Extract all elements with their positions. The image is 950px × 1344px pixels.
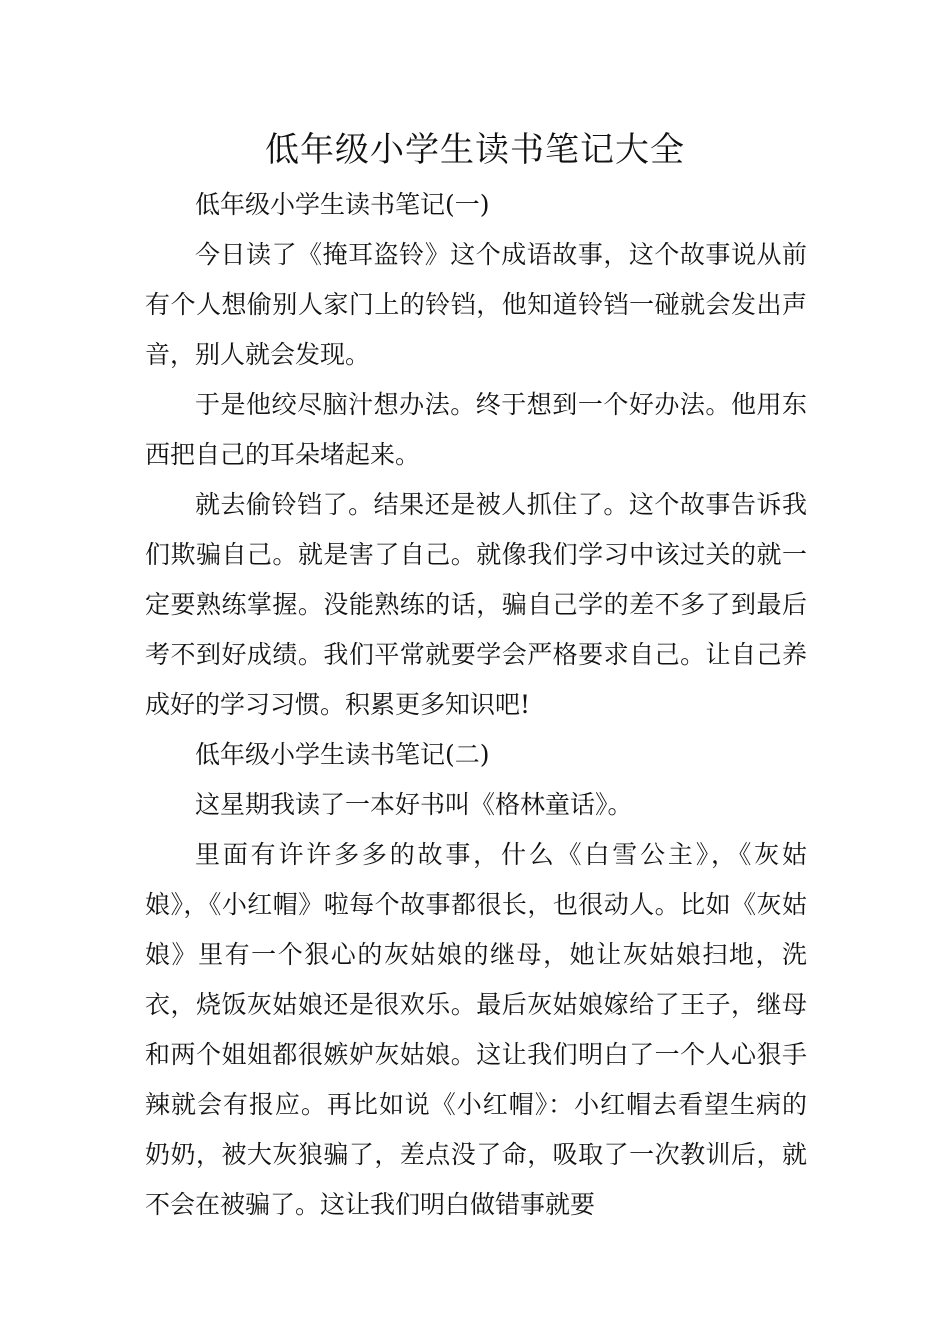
document-body <box>145 180 807 1230</box>
paragraph: 里面有许许多多的故事，什么《白雪公主》，《灰姑娘》，《小红帽》啦每个故事都很长，也很动人。比如《灰姑娘》里有一个狠心的灰姑娘的继母，她让灰姑娘扫地，洗衣，烧饭灰姑娘还是很欢乐。最后灰姑娘嫁给了王子，继母和两个姐姐都很嫉妒灰姑娘。这让我们明白了一个人心狠手辣就会有报应。再比如说《小红帽》：小红帽去看望生病的奶奶，被大灰狼骗了，差点没了命，吸取了一次教训后，就不会在被骗了。这让我们明白做错事就要 <box>145 840 807 1219</box>
page-title: 低年级小学生读书笔记大全 <box>265 130 685 170</box>
paragraph: 于是他绞尽脑汁想办法。终于想到一个好办法。他用东西把自己的耳朵堵起来。 <box>145 390 807 469</box>
paragraph: 今日读了《掩耳盗铃》这个成语故事，这个故事说从前有个人想偷别人家门上的铃铛，他知道铃铛一碰就会发出声音，别人就会发现。 <box>145 240 807 369</box>
paragraph: 就去偷铃铛了。结果还是被人抓住了。这个故事告诉我们欺骗自己。就是害了自己。就像我们学习中该过关的就一定要熟练掌握。没能熟练的话，骗自己学的差不多了到最后考不到好成绩。我们平常就要学会严格要求自己。让自己养成好的学习习惯。积累更多知识吧! <box>145 490 807 719</box>
section-heading-1: 低年级小学生读书笔记(一) <box>195 190 490 219</box>
paragraph: 这星期我读了一本好书叫《格林童话》。 <box>195 790 633 819</box>
section-heading-2: 低年级小学生读书笔记(二) <box>195 740 490 769</box>
